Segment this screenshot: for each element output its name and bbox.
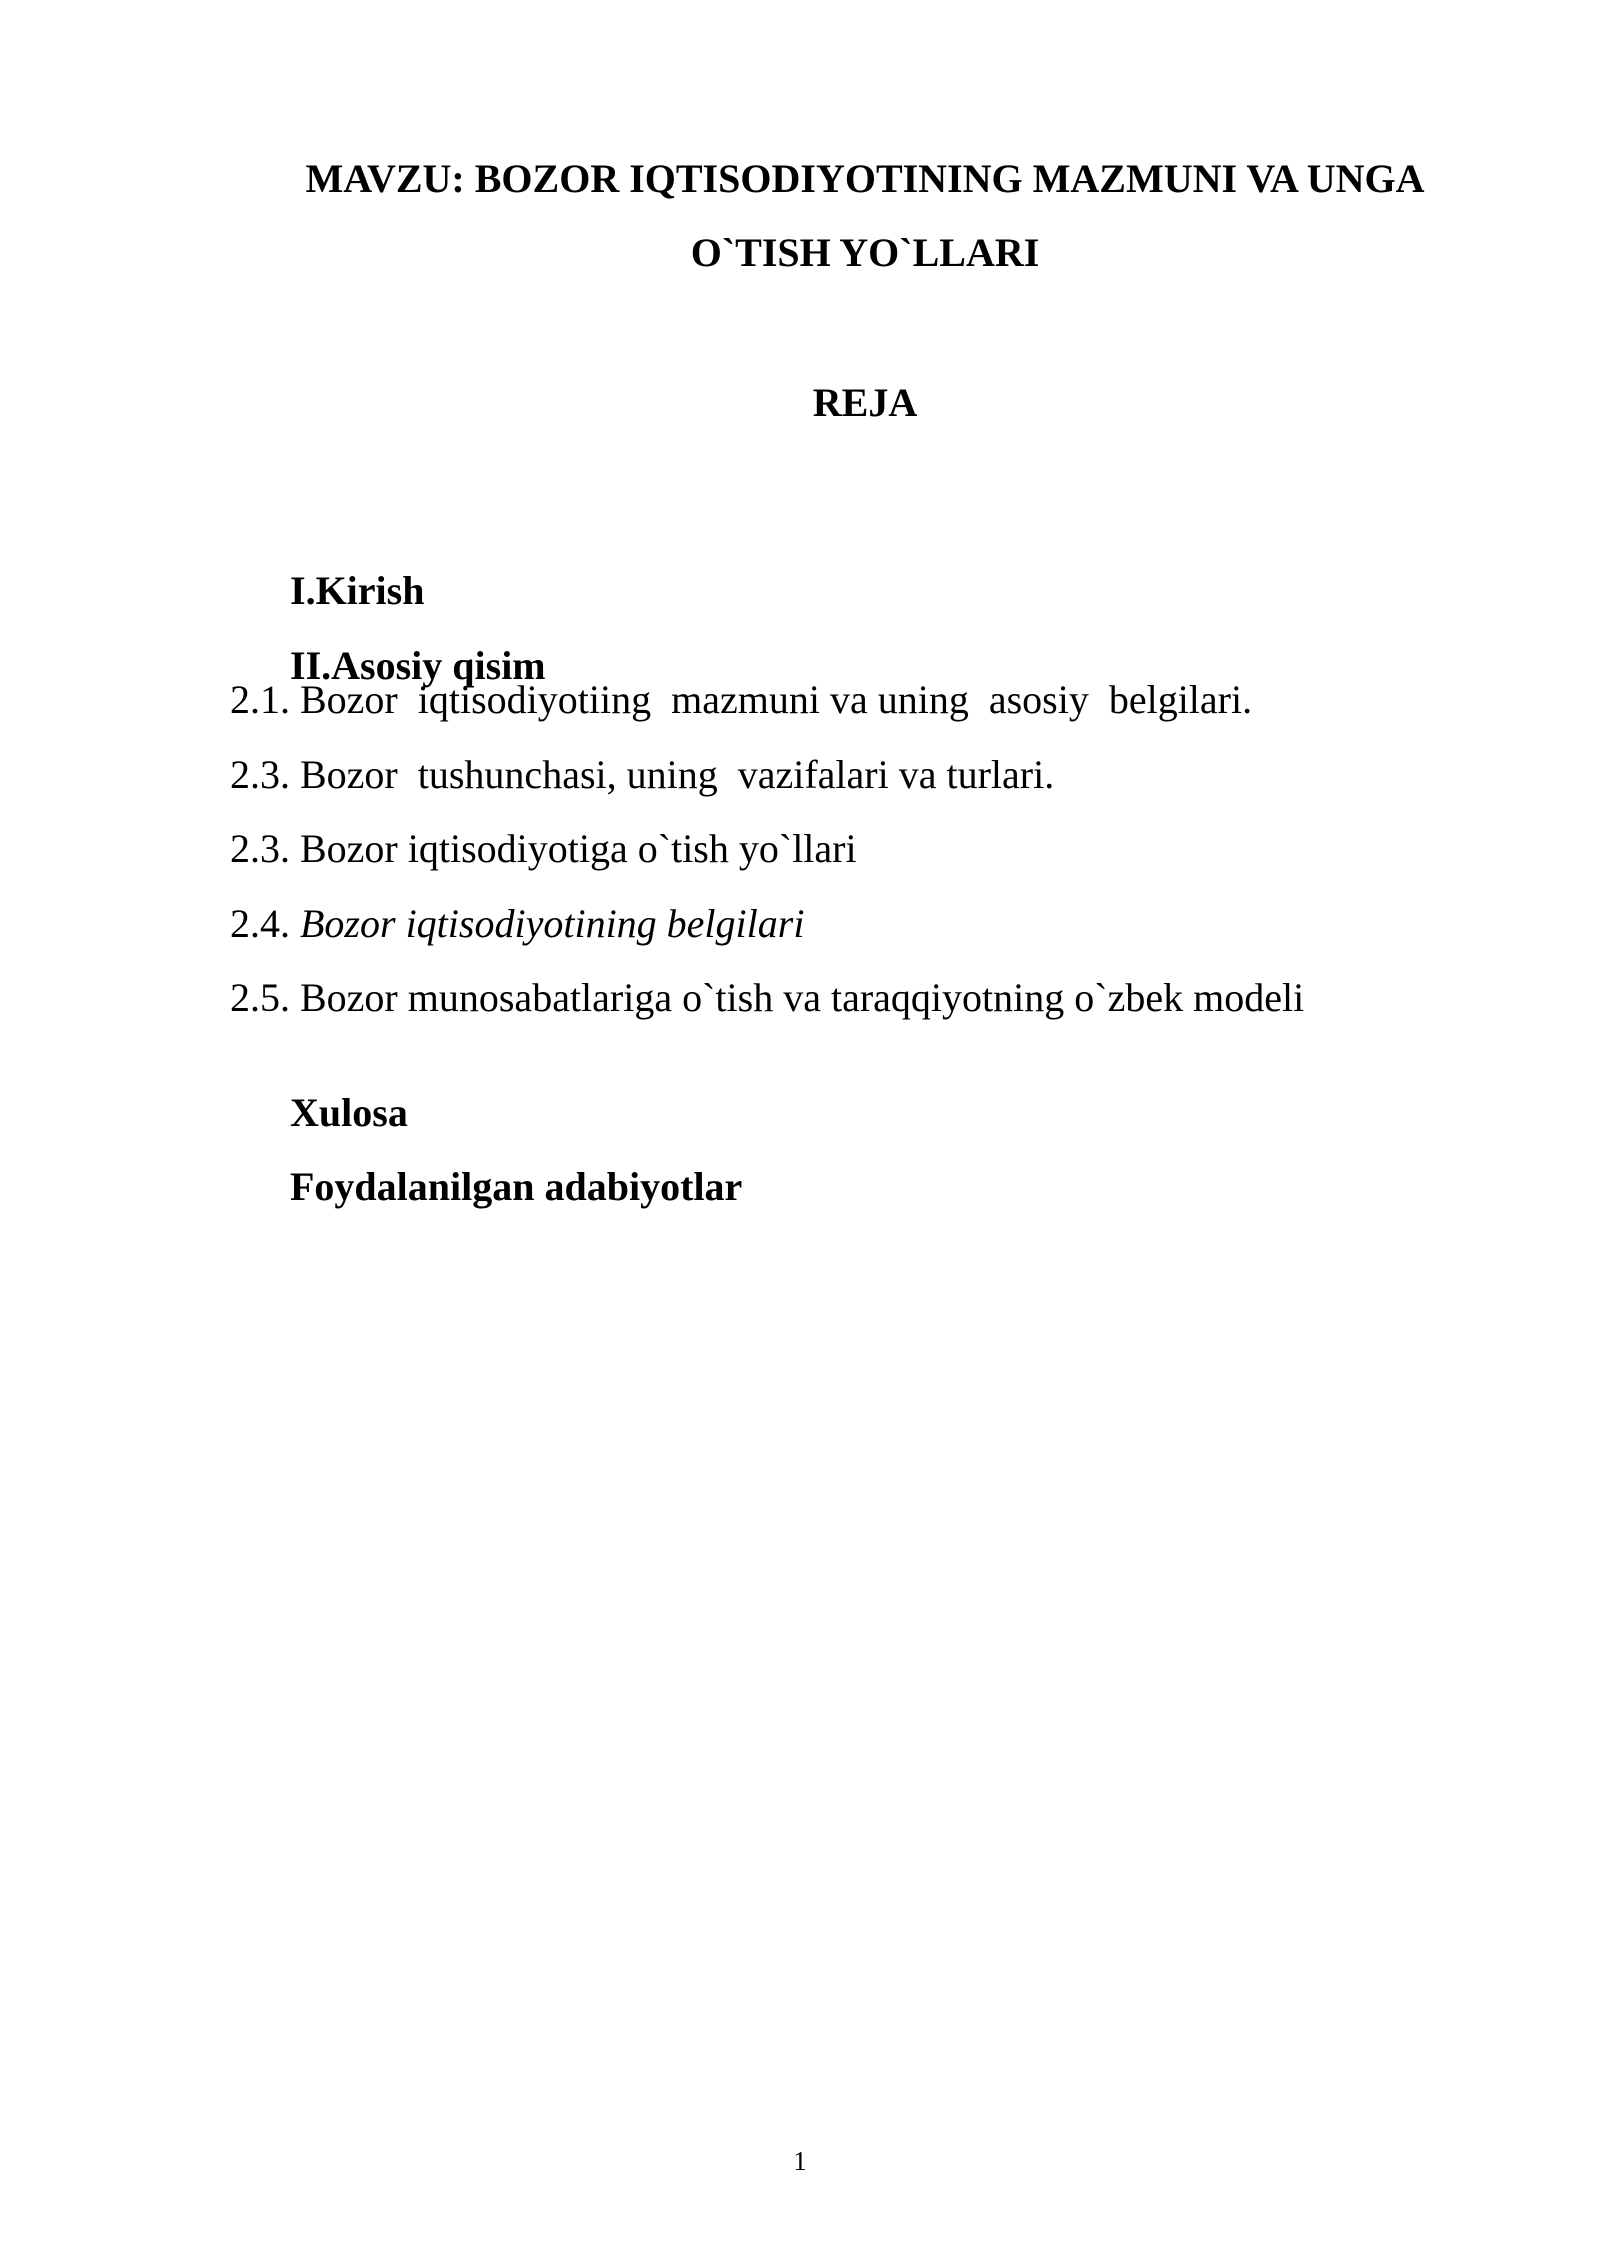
plan-item-number: 2.3. (230, 751, 300, 797)
plan-item-number: 2.1. (230, 677, 300, 722)
plan-item-main-part (230, 606, 1530, 688)
plan-item-text: Bozor tushunchasi, uning vazifalari va turlari. (300, 751, 1055, 797)
plan-item-conclusion (230, 1053, 1530, 1135)
plan-item-2-2 (230, 751, 1530, 830)
plan-item-text: Xulosa (290, 1089, 408, 1135)
plan-item-2-1 (230, 677, 1530, 755)
plan-item-text: Bozor iqtisodiyotining belgilari (300, 900, 805, 946)
plan-item-2-3 (230, 826, 1530, 904)
plan-item-number: 2.3. (230, 826, 300, 871)
plan-item-2-4 (230, 900, 1530, 979)
plan-item-text: Foydalanilgan adabiyotlar (290, 1164, 743, 1209)
page-number: 1 (793, 2146, 807, 2176)
plan-item-2-5 (230, 975, 1530, 1053)
plan-item-text: I.Kirish (290, 568, 425, 613)
title-line-1: MAVZU: BOZOR IQTISODIYOTINING MAZMUNI VA UNGA (305, 156, 1425, 201)
title-line-2: O`TISH YO`LLARI (690, 230, 1040, 275)
plan-list (230, 531, 1530, 1209)
plan-item-number: 2.5. (230, 975, 300, 1020)
plan-item-text: Bozor iqtisodiyotiga o`tish yo`llari (300, 826, 857, 871)
plan-heading: REJA (812, 380, 918, 425)
plan-item-text: Bozor munosabatlariga o`tish va taraqqiyotning o`zbek modeli (300, 975, 1305, 1020)
plan-item-text: Bozor iqtisodiyotiing mazmuni va uning asosiy belgilari. (300, 677, 1253, 722)
plan-item-intro (230, 531, 1530, 613)
plan-item-text: II.Asosiy qisim (290, 642, 546, 688)
plan-item-references (230, 1127, 1530, 1209)
plan-item-number: 2.4. (230, 900, 300, 946)
